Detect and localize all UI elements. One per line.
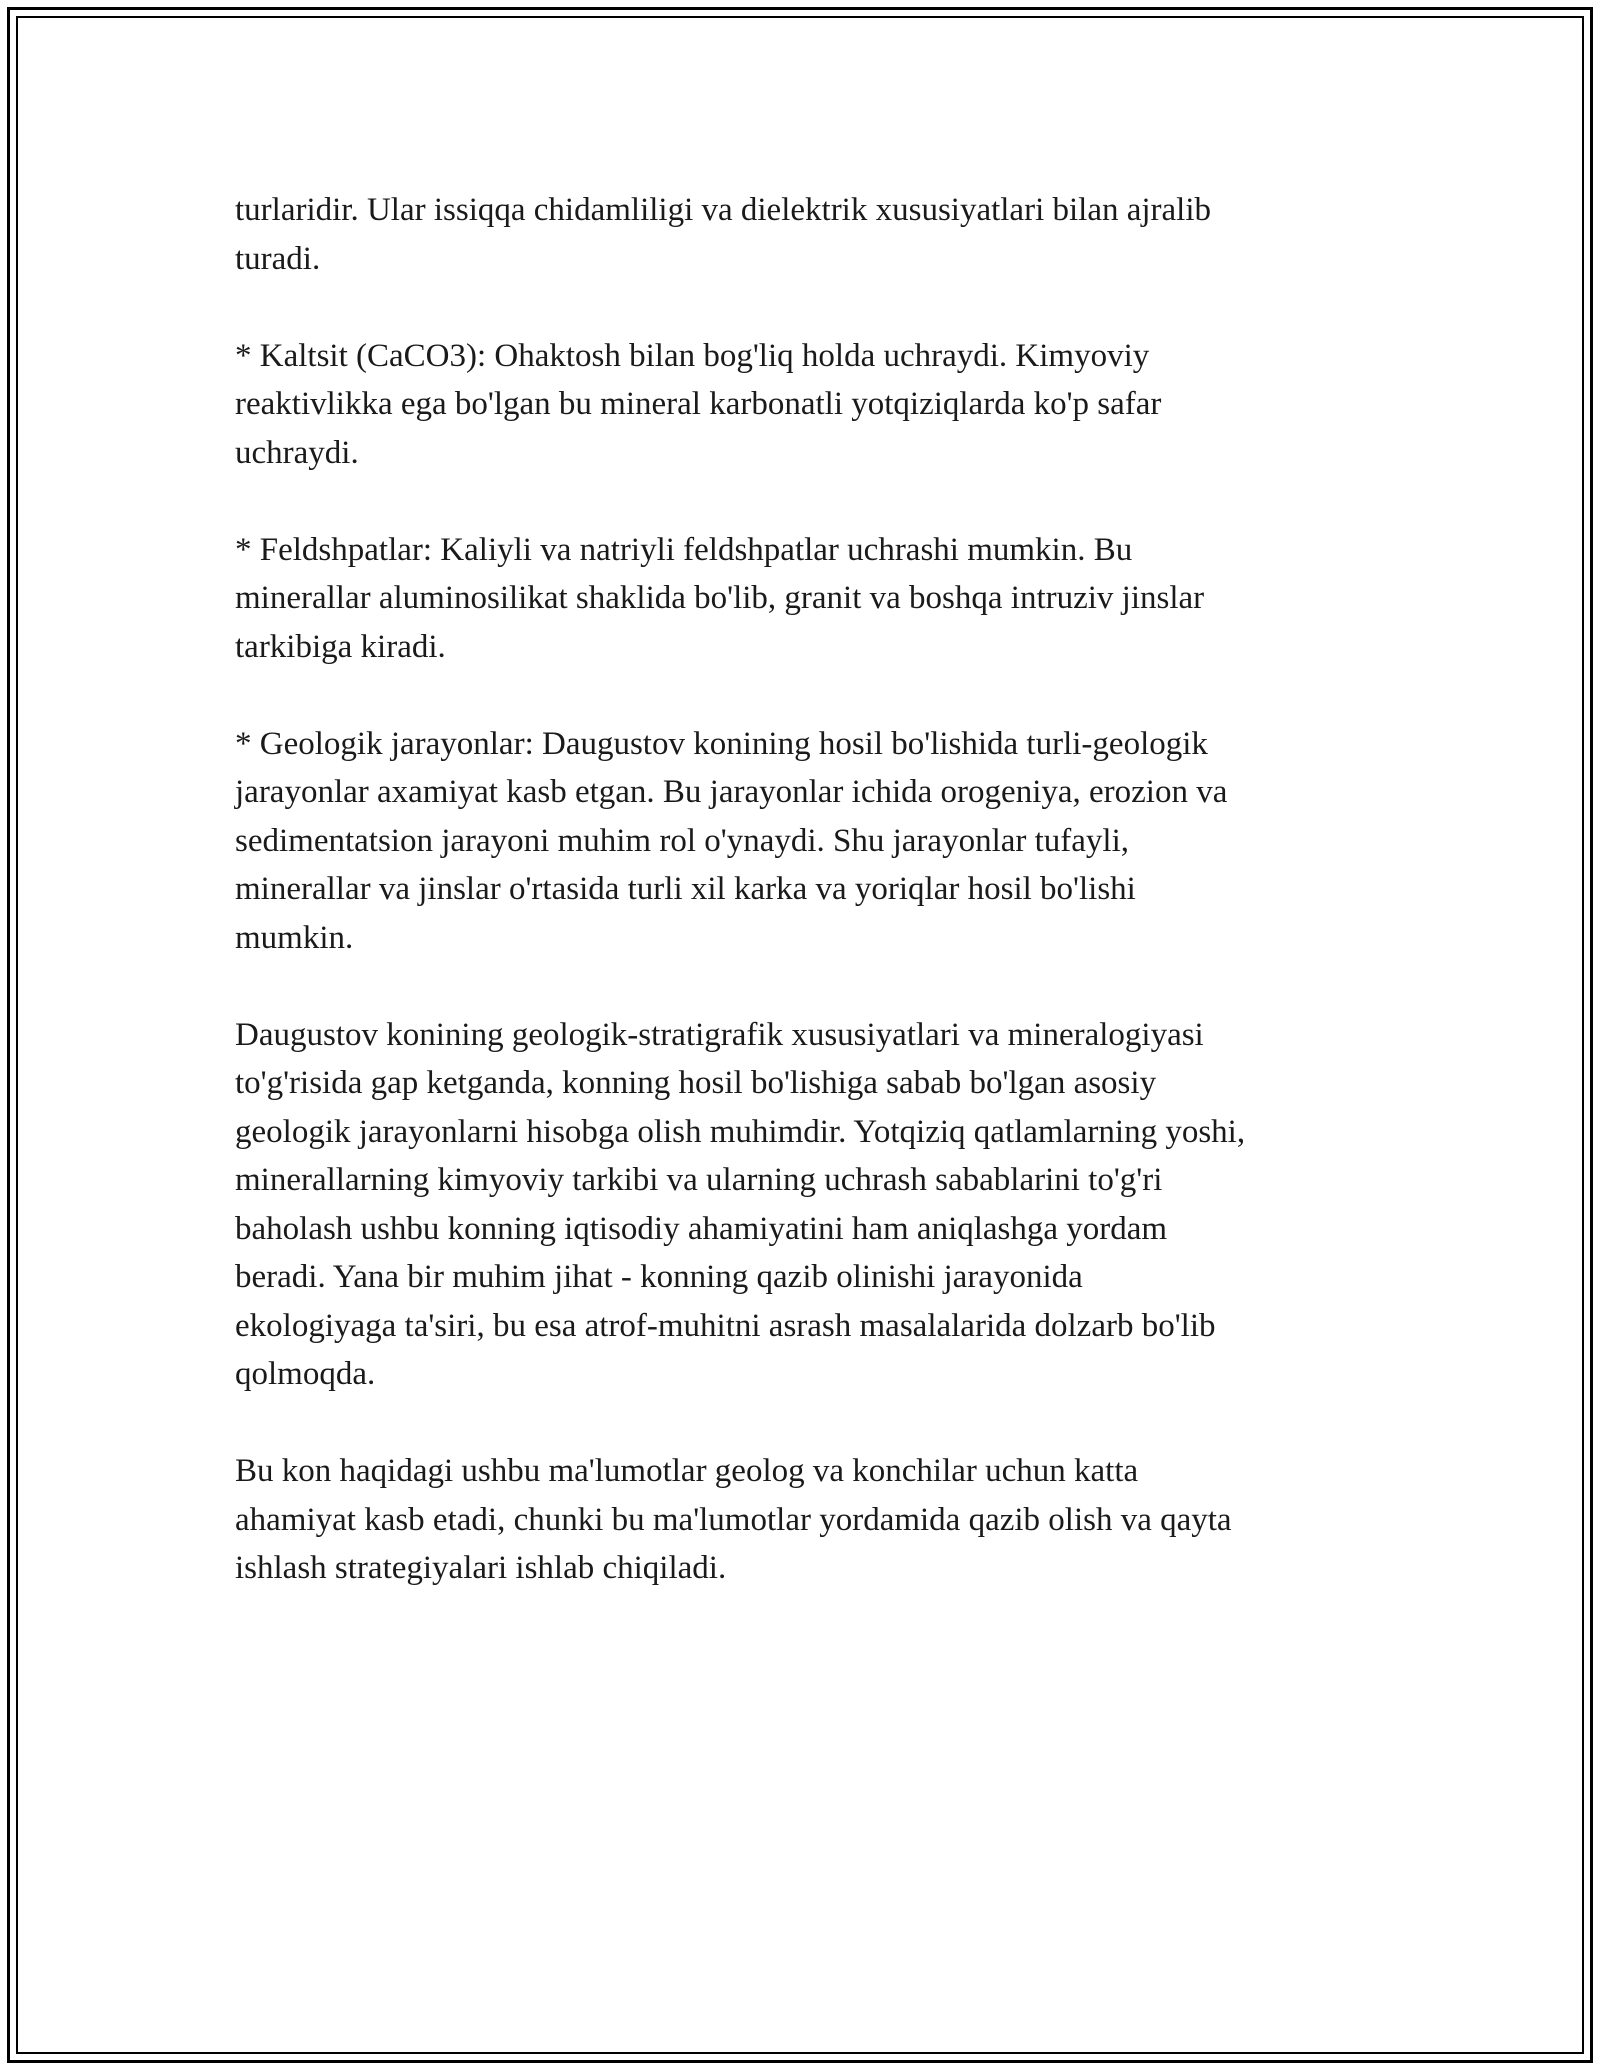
bullet-kaltsit: * Kaltsit (CaCO3): Ohaktosh bilan bog'liq holda uchraydi. Kimyoviy reaktivlikka ega bo'lgan bu mineral karbonatli yotqiziqlarda ko'p safar uchraydi. <box>235 337 1162 471</box>
paragraph-summary: Daugustov konining geologik-stratigrafik xususiyatlari va mineralogiyasi to'g'risida gap ketganda, konning hosil bo'lishiga sabab bo'lgan asosiy geologik jarayonlarni hisobga olish muhimdir. Yotqiziq qatlamlarning yoshi, minerallarning kimyoviy tarkibi va ularning uchrash sabablarini to'g'ri baholash ushbu konning iqtisodiy ahamiyatini ham aniqlashga yordam beradi. Yana bir muhim jihat - konning qazib olinishi jarayonida ekologiyaga ta'siri, bu esa atrof-muhitni asrash masalalarida dolzarb bo'lib qolmoqda. <box>235 1016 1246 1392</box>
paragraph-conclusion: Bu kon haqidagi ushbu ma'lumotlar geolog va konchilar uchun katta ahamiyat kasb etadi, chunki bu ma'lumotlar yordamida qazib olish va qayta ishlash strategiyalari ishlab chiqiladi. <box>235 1453 1232 1586</box>
paragraph-continuation: turlaridir. Ular issiqqa chidamliligi va dielektrik xususiyatlari bilan ajralib turadi. <box>235 192 1212 277</box>
bullet-geologik-jarayonlar: * Geologik jarayonlar: Daugustov konining hosil bo'lishida turli-geologik jarayonlar axamiyat kasb etgan. Bu jarayonlar ichida orogeniya, erozion va sedimentatsion jarayoni muhim rol o'ynaydi. Shu jarayonlar tufayli, minerallar va jinslar o'rtasida turli xil karka va yoriqlar hosil bo'lishi mumkin. <box>235 725 1228 956</box>
bullet-feldshpatlar: * Feldshpatlar: Kaliyli va natriyli feldshpatlar uchrashi mumkin. Bu minerallar aluminosilikat shaklida bo'lib, granit va boshqa intruziv jinslar tarkibiga kiradi. <box>235 531 1205 665</box>
document-body <box>235 186 1375 1641</box>
